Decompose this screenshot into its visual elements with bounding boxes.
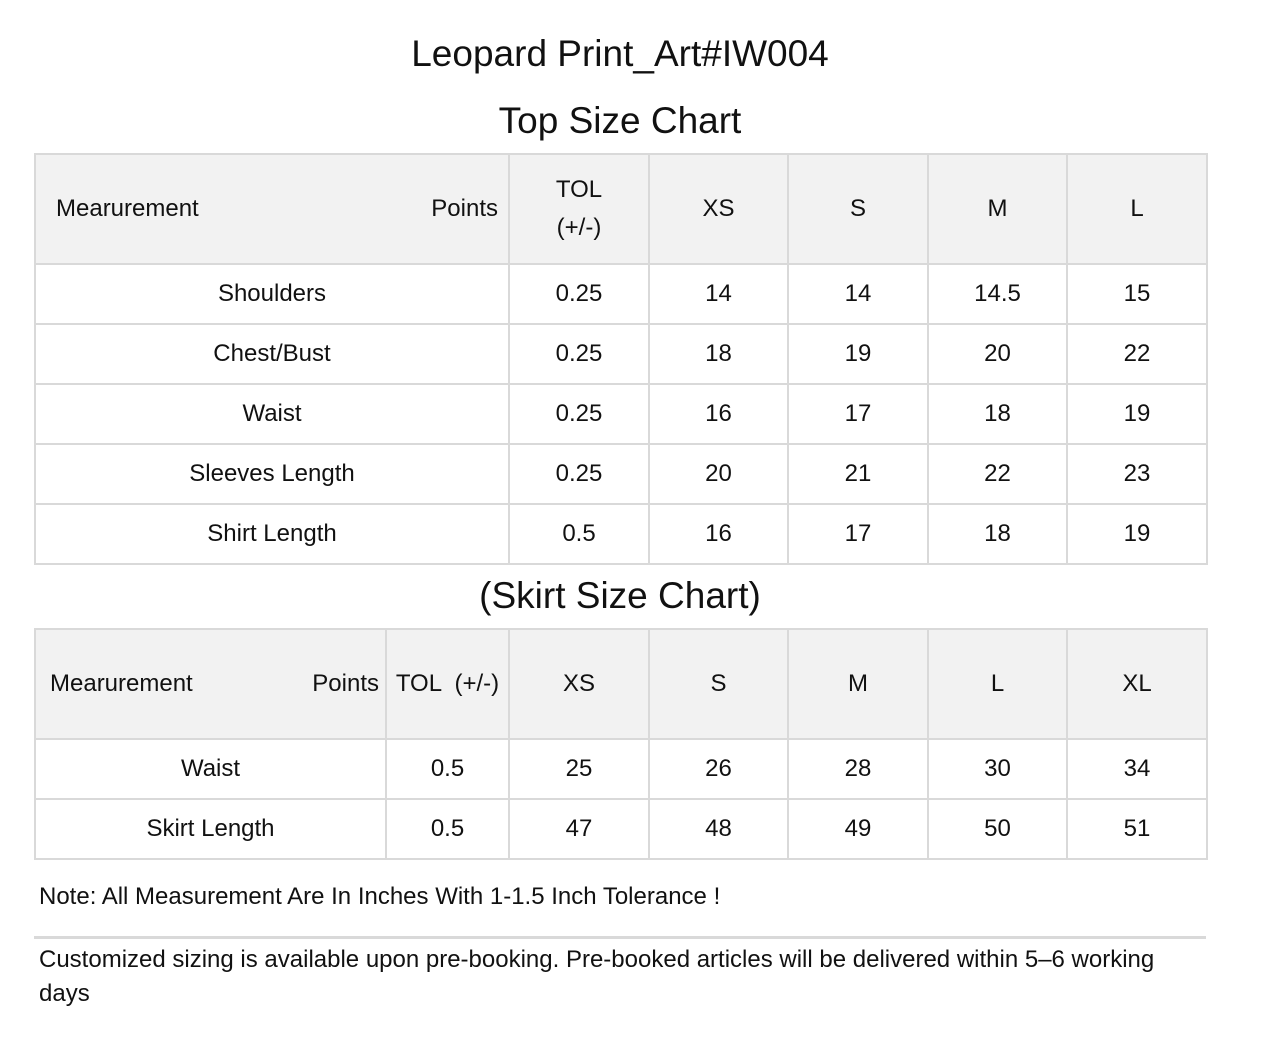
table-row [35,739,1207,799]
value-cell: 20 [649,444,788,504]
size-header-s: S [788,154,928,264]
tol-header-line1: TOL [555,176,603,203]
document-title: Leopard Print_Art#IW004 [411,33,829,74]
value-cell: 16 [649,504,788,564]
footer-divider [34,936,1206,939]
size-header-m: M [788,629,928,739]
top-size-chart-title: Top Size Chart [498,100,742,141]
table-header-row [35,629,1207,739]
size-header-xs: XS [649,154,788,264]
skirt-size-chart-title: (Skirt Size Chart) [479,575,761,616]
value-cell: 18 [928,384,1067,444]
value-cell: 19 [788,324,928,384]
points-header-label: Points [431,195,498,222]
tol-header-line2: (+/-) [556,214,602,241]
points-header-label: Points [312,670,379,697]
row-label: Chest/Bust [35,324,509,384]
value-cell: 22 [928,444,1067,504]
top-size-table [34,153,1208,565]
value-cell: 49 [788,799,928,859]
skirt-size-table [34,628,1208,860]
value-cell: 17 [788,504,928,564]
value-cell: 14 [788,264,928,324]
value-cell: 20 [928,324,1067,384]
tol-header: TOL (+/-) [386,629,509,739]
row-label: Shirt Length [35,504,509,564]
measurement-note: Note: All Measurement Are In Inches With 1-1.5 Inch Tolerance ! [39,883,721,910]
custom-sizing-notice: Customized sizing is available upon pre-booking. Pre-booked articles will be delivered within 5–6 working days [39,946,1155,1007]
table-row [35,324,1207,384]
value-cell: 23 [1067,444,1207,504]
row-label: Shoulders [35,264,509,324]
tol-cell: 0.25 [509,384,649,444]
value-cell: 50 [928,799,1067,859]
value-cell: 26 [649,739,788,799]
value-cell: 19 [1067,384,1207,444]
table-row [35,504,1207,564]
value-cell: 18 [928,504,1067,564]
size-header-xl: XL [1067,629,1207,739]
size-header-l: L [1067,154,1207,264]
value-cell: 14.5 [928,264,1067,324]
value-cell: 22 [1067,324,1207,384]
size-header-m: M [928,154,1067,264]
row-label: Sleeves Length [35,444,509,504]
value-cell: 51 [1067,799,1207,859]
tol-cell: 0.5 [386,739,509,799]
measurement-header-label: Mearurement [56,195,199,222]
size-header-l: L [928,629,1067,739]
table-row [35,264,1207,324]
value-cell: 25 [509,739,649,799]
value-cell: 16 [649,384,788,444]
value-cell: 19 [1067,504,1207,564]
value-cell: 21 [788,444,928,504]
tol-cell: 0.5 [386,799,509,859]
table-row [35,799,1207,859]
tol-cell: 0.25 [509,264,649,324]
value-cell: 34 [1067,739,1207,799]
value-cell: 17 [788,384,928,444]
table-header-row [35,154,1207,264]
value-cell: 47 [509,799,649,859]
value-cell: 28 [788,739,928,799]
size-header-xs: XS [509,629,649,739]
table-row [35,444,1207,504]
value-cell: 30 [928,739,1067,799]
measurement-points-header [35,629,386,739]
row-label: Skirt Length [35,799,386,859]
tol-cell: 0.25 [509,444,649,504]
row-label: Waist [35,739,386,799]
row-label: Waist [35,384,509,444]
tol-header [509,154,649,264]
value-cell: 15 [1067,264,1207,324]
tol-cell: 0.25 [509,324,649,384]
size-header-s: S [649,629,788,739]
value-cell: 48 [649,799,788,859]
value-cell: 14 [649,264,788,324]
measurement-header-label: Mearurement [50,670,193,697]
table-row [35,384,1207,444]
measurement-points-header [35,154,509,264]
tol-cell: 0.5 [509,504,649,564]
value-cell: 18 [649,324,788,384]
